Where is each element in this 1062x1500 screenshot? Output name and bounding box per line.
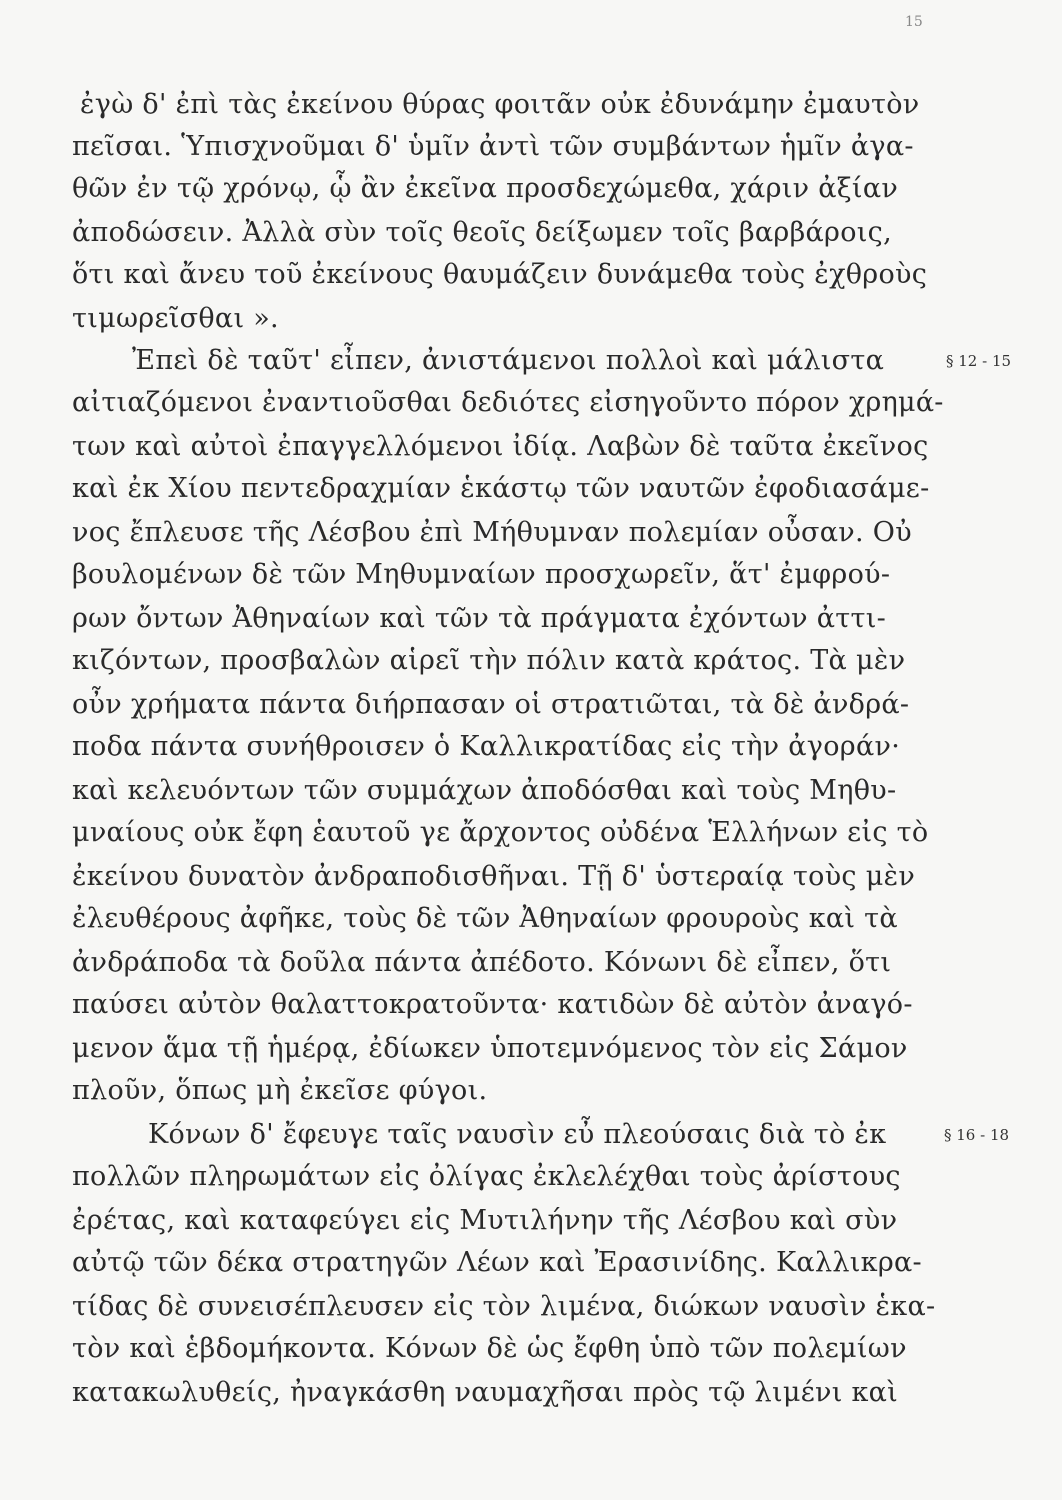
text-line: ἀνδράποδα τὰ δοῦλα πάντα ἀπέδοτο. Κόνωνι δὲ εἶπεν, ὅτι (72, 947, 892, 978)
text-line: καὶ ἐκ Χίου πεντεδραχμίαν ἑκάστῳ τῶν ναυτῶν ἐφοδιασάμε- (72, 473, 930, 504)
text-line: ποδα πάντα συνήθροισεν ὁ Καλλικρατίδας εἰς τὴν ἀγοράν· (72, 731, 901, 762)
text-line: βουλομένων δὲ τῶν Μηθυμναίων προσχωρεῖν, ἅτ' ἐμφρού- (72, 559, 891, 590)
text-line: πεῖσαι. Ὑπισχνοῦμαι δ' ὑμῖν ἀντὶ τῶν συμβάντων ἡμῖν ἀγα- (72, 131, 914, 162)
text-line: Κόνων δ' ἔφευγε ταῖς ναυσὶν εὖ πλεούσαις διὰ τὸ ἐκ (148, 1119, 887, 1150)
text-line: ἐλευθέρους ἀφῆκε, τοὺς δὲ τῶν Ἀθηναίων φρουροὺς καὶ τὰ (72, 903, 898, 934)
text-line: ἐγὼ δ' ἐπὶ τὰς ἐκείνου θύρας φοιτᾶν οὐκ ἐδυνάμην ἐμαυτὸν (80, 89, 920, 120)
text-line: τιμωρεῖσθαι ». (72, 303, 279, 334)
page-number: 15 (905, 14, 923, 30)
text-line: μενον ἅμα τῇ ἡμέρᾳ, ἐδίωκεν ὑποτεμνόμενος τὸν εἰς Σάμον (72, 1033, 908, 1064)
text-line: νος ἔπλευσε τῆς Λέσβου ἐπὶ Μήθυμναν πολεμίαν οὖσαν. Οὐ (72, 517, 912, 548)
text-line: Ἐπεὶ δὲ ταῦτ' εἶπεν, ἀνιστάμενοι πολλοὶ καὶ μάλιστα (132, 345, 885, 376)
text-line: θῶν ἐν τῷ χρόνῳ, ᾧ ἂν ἐκεῖνα προσδεχώμεθα, χάριν ἀξίαν (72, 173, 899, 204)
text-line: αἰτιαζόμενοι ἐναντιοῦσθαι δεδιότες εἰσηγοῦντο πόρον χρημά- (72, 387, 944, 418)
text-line: ὅτι καὶ ἄνευ τοῦ ἐκείνους θαυμάζειν δυνάμεθα τοὺς ἐχθροὺς (72, 259, 928, 290)
text-line: κιζόντων, προσβαλὼν αἱρεῖ τὴν πόλιν κατὰ κράτος. Τὰ μὲν (72, 645, 906, 676)
text-line: πολλῶν πληρωμάτων εἰς ὀλίγας ἐκλελέχθαι τοὺς ἀρίστους (72, 1161, 901, 1192)
text-line: των καὶ αὐτοὶ ἐπαγγελλόμενοι ἰδίᾳ. Λαβὼν δὲ ταῦτα ἐκεῖνος (72, 431, 929, 462)
margin-reference: § 16 - 18 (944, 1126, 1010, 1144)
text-line: μναίους οὐκ ἔφη ἑαυτοῦ γε ἄρχοντος οὐδένα Ἑλλήνων εἰς τὸ (72, 817, 929, 848)
margin-reference: § 12 - 15 (946, 352, 1012, 370)
text-line: κατακωλυθείς, ἠναγκάσθη ναυμαχῆσαι πρὸς τῷ λιμένι καὶ (72, 1377, 899, 1408)
text-line: ἐκείνου δυνατὸν ἀνδραποδισθῆναι. Τῇ δ' ὑστεραίᾳ τοὺς μὲν (72, 861, 916, 892)
text-line: παύσει αὐτὸν θαλαττοκρατοῦντα· κατιδὼν δὲ αὐτὸν ἀναγό- (72, 989, 913, 1020)
text-line: τὸν καὶ ἑβδομήκοντα. Κόνων δὲ ὡς ἔφθη ὑπὸ τῶν πολεμίων (72, 1333, 907, 1364)
text-line: ρων ὄντων Ἀθηναίων καὶ τῶν τὰ πράγματα ἐχόντων ἀττι- (72, 603, 887, 634)
text-line: αὐτῷ τῶν δέκα στρατηγῶν Λέων καὶ Ἐρασινίδης. Καλλικρα- (72, 1247, 922, 1278)
text-line: ἐρέτας, καὶ καταφεύγει εἰς Μυτιλήνην τῆς Λέσβου καὶ σὺν (72, 1205, 898, 1236)
text-line: πλοῦν, ὅπως μὴ ἐκεῖσε φύγοι. (72, 1075, 488, 1106)
text-line: οὖν χρήματα πάντα διήρπασαν οἱ στρατιῶται, τὰ δὲ ἀνδρά- (72, 689, 910, 720)
text-line: ἀποδώσειν. Ἀλλὰ σὺν τοῖς θεοῖς δείξωμεν τοῖς βαρβάροις, (72, 217, 892, 248)
text-line: καὶ κελευόντων τῶν συμμάχων ἀποδόσθαι καὶ τοὺς Μηθυ- (72, 775, 897, 806)
text-line: τίδας δὲ συνεισέπλευσεν εἰς τὸν λιμένα, διώκων ναυσὶν ἑκα- (72, 1291, 936, 1322)
